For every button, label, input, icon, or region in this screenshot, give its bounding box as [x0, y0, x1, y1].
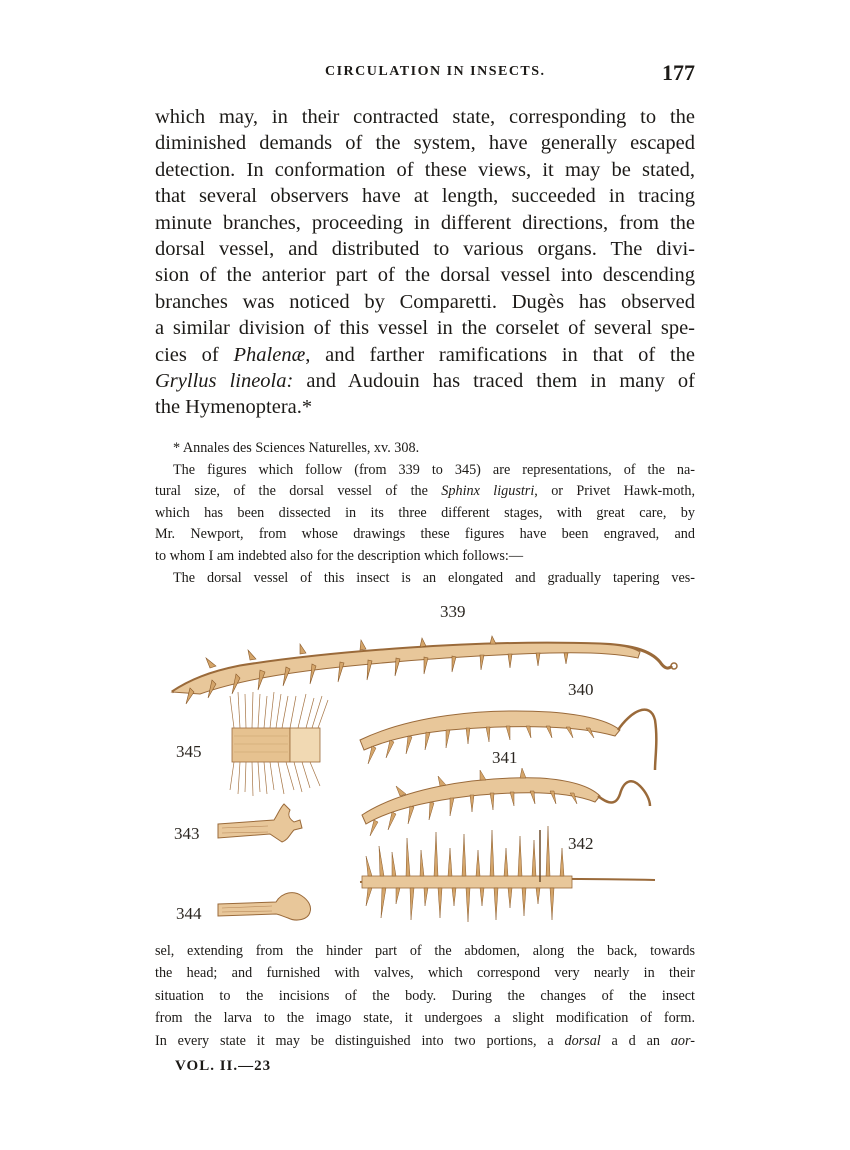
vessel-345: [230, 692, 328, 796]
figure-label-339: 339: [440, 602, 466, 621]
text-line: from the larva to the imago state, it undergoes a slight modification of form.: [155, 1010, 695, 1027]
engraving-illustration: [150, 600, 695, 945]
text-line: the head; and furnished with valves, which correspond very nearly in their: [155, 965, 695, 982]
text-segment: tural size, of the dorsal vessel of the: [155, 483, 442, 500]
dorsal-vessel-figure: [150, 600, 695, 945]
text-line: dorsal vessel, and distributed to various organs. The divi-: [155, 238, 695, 261]
text-line: sion of the anterior part of the dorsal vessel into descending: [155, 264, 695, 287]
text-line: [155, 1030, 695, 1052]
text-line: the Hymenoptera.*: [155, 396, 313, 419]
text-segment: cies of: [155, 343, 234, 366]
text-line: minute branches, proceeding in different directions, from the: [155, 211, 695, 234]
footnote-line: The figures which follow (from 339 to 345) are representations, of the na-: [173, 461, 695, 478]
text-line: sel, extending from the hinder part of the abdomen, along the back, towards: [155, 943, 695, 959]
vessel-341: [362, 768, 650, 836]
text-segment: , or Privet Hawk-moth,: [534, 483, 695, 500]
figure-label-340: 340: [568, 680, 594, 699]
text-line: [155, 342, 695, 368]
page-number: 177: [662, 60, 695, 85]
text-segment: a d an: [600, 1032, 671, 1049]
text-segment: , and farther ramifications in that of the: [305, 343, 695, 366]
vessel-339: [172, 636, 677, 704]
figure-label-342: 342: [568, 834, 594, 853]
main-paragraph: [155, 104, 695, 421]
text-segment: In every state it may be distinguished into two portions, a: [155, 1032, 565, 1049]
taxon-name: Phalenæ: [233, 343, 306, 366]
text-line: branches was noticed by Comparetti. Dugès has observed: [155, 290, 695, 313]
continued-paragraph: [155, 940, 695, 1052]
text-line: a similar division of this vessel in the corselet of several spe-: [155, 317, 695, 340]
taxon-name: Sphinx ligustri: [441, 483, 535, 500]
figure-label-345: 345: [176, 742, 202, 761]
text-line: [155, 368, 695, 394]
footnote-line: to whom I am indebted also for the description which follows:—: [155, 547, 524, 564]
figure-label-344: 344: [176, 904, 202, 923]
text-line: diminished demands of the system, have generally escaped: [155, 132, 695, 155]
footnote-line: [155, 481, 695, 503]
vessel-343: [218, 804, 302, 842]
vessel-344: [218, 893, 311, 920]
vessel-342: [360, 826, 655, 922]
taxon-name: Gryllus lineola:: [155, 370, 294, 393]
figure-label-343: 343: [174, 824, 200, 843]
text-line: that several observers have at length, succeeded in tracing: [155, 185, 695, 208]
text-line: situation to the incisions of the body. During the changes of the insect: [155, 987, 695, 1004]
footnote-line: Mr. Newport, from whose drawings these figures have been engraved, and: [155, 526, 695, 543]
text-line: which may, in their contracted state, corresponding to the: [155, 106, 695, 128]
footnote-line: The dorsal vessel of this insect is an elongated and gradually tapering ves-: [173, 569, 695, 586]
footnote-line: which has been dissected in its three different stages, with great care, by: [155, 504, 695, 521]
running-head: [155, 62, 695, 86]
footnote-block: [155, 438, 695, 589]
text-segment: and Audouin has traced them in many of: [293, 370, 695, 393]
footnote-citation: * Annales des Sciences Naturelles, xv. 308.: [173, 440, 420, 456]
emphasis: dorsal: [564, 1032, 601, 1049]
running-title: CIRCULATION IN INSECTS.: [325, 64, 546, 79]
emphasis: aor-: [670, 1032, 695, 1049]
signature-mark: VOL. II.—23: [175, 1058, 272, 1074]
text-line: detection. In conformation of these views, it may be stated,: [155, 158, 695, 181]
figure-label-341: 341: [492, 748, 518, 767]
